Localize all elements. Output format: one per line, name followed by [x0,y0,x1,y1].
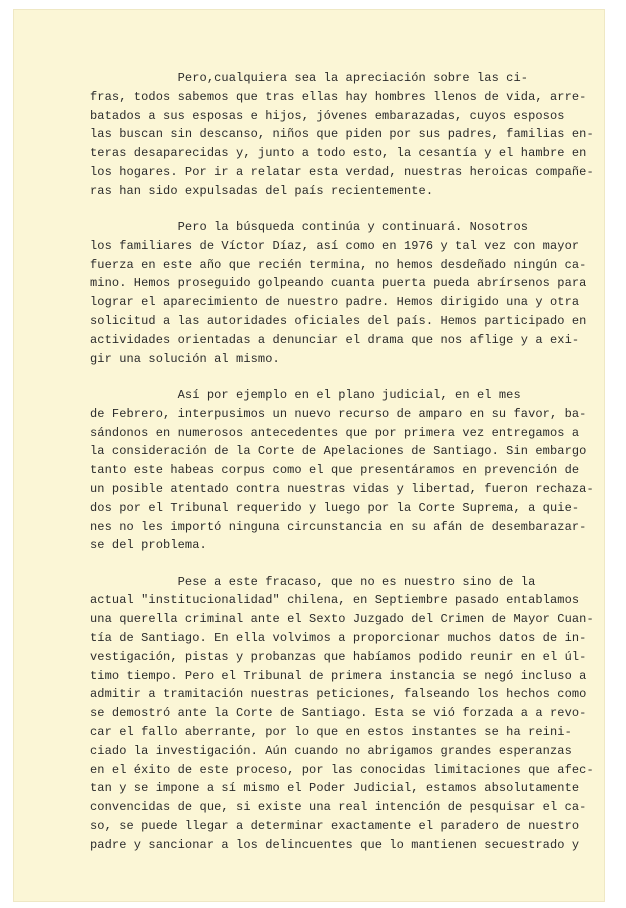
text-line: timo tiempo. Pero el Tribunal de primera instancia se negó incluso a [90,668,587,683]
typewritten-page [14,10,604,901]
text-line: tan y se impone a sí mismo el Poder Judicial, estamos absolutamente [90,781,580,796]
text-line: tía de Santiago. En ella volvimos a proporcionar muchos datos de in- [90,631,587,646]
paragraph-2 [90,218,600,368]
text-line: fuerza en este año que recién termina, no hemos desdeñado ningún ca- [90,257,587,272]
paragraph-1 [90,69,600,201]
text-line: convencidas de que, si existe una real intención de pesquisar el ca- [90,800,587,815]
text-line: tanto este habeas corpus como el que presentáramos en prevención de [90,463,580,478]
text-line: gir una solución al mismo. [90,351,280,366]
text-line: los familiares de Víctor Díaz, así como en 1976 y tal vez con mayor [90,238,580,253]
text-line: ciado la investigación. Aún cuando no abrigamos grandes esperanzas [90,743,572,758]
text-line: teras desaparecidas y, junto a todo esto, la cesantía y el hambre en [90,146,587,161]
text-line: un posible atentado contra nuestras vidas y libertad, fueron rechaza- [90,481,594,496]
text-line: los hogares. Por ir a relatar esta verdad, nuestras heroicas compañe- [90,164,594,179]
text-line: Así por ejemplo en el plano judicial, en el mes [90,387,521,402]
text-line: ras han sido expulsadas del país recientemente. [90,183,434,198]
text-line: batados a sus esposas e hijos, jóvenes embarazadas, cuyos esposos [90,108,565,123]
paragraph-4 [90,573,600,855]
text-line: de Febrero, interpusimos un nuevo recurso de amparo en su favor, ba- [90,406,587,421]
text-line: car el fallo aberrante, por lo que en estos instantes se ha reini- [90,725,572,739]
text-line: solicitud a las autoridades oficiales del país. Hemos participado en [90,314,587,329]
text-line: Pese a este fracaso, que no es nuestro sino de la [90,574,536,589]
text-line: actual "institucionalidad" chilena, en Septiembre pasado entablamos [90,593,580,608]
text-line: dos por el Tribunal requerido y luego por la Corte Suprema, a quie- [90,500,580,515]
text-line: se del problema. [90,538,207,553]
text-line: admitir a tramitación nuestras peticiones, falseando los hechos como [90,687,587,702]
paragraph-3 [90,386,600,555]
text-line: nes no les importó ninguna circunstancia en su afán de desembarazar- [90,519,587,534]
text-line: en el éxito de este proceso, por las conocidas limitaciones que afec- [90,762,594,777]
text-line: Pero,cualquiera sea la apreciación sobre las ci- [90,71,529,85]
text-line: una querella criminal ante el Sexto Juzgado del Crimen de Mayor Cuan- [90,612,594,627]
text-line: padre y sancionar a los delincuentes que lo mantienen secuestrado y [90,837,580,852]
text-line: so, se puede llegar a determinar exactamente el paradero de nuestro [90,818,580,833]
document-body [90,69,600,855]
text-line: la consideración de la Corte de Apelaciones de Santiago. Sin embargo [90,444,587,459]
text-line: actividades orientadas a denunciar el drama que nos aflige y a exi- [90,332,580,347]
text-line: sándonos en numerosos antecedentes que por primera vez entregamos a [90,425,580,440]
text-line: lograr el aparecimiento de nuestro padre. Hemos dirigido una y otra [90,295,580,310]
text-line: vestigación, pistas y probanzas que habíamos podido reunir en el úl- [90,649,587,664]
text-line: fras, todos sabemos que tras ellas hay hombres llenos de vida, arre- [90,89,587,104]
text-line: Pero la búsqueda continúa y continuará. Nosotros [90,220,529,235]
text-line: las buscan sin descanso, niños que piden por sus padres, familias en- [90,127,594,142]
text-line: mino. Hemos proseguido golpeando cuanta puerta pueda abrírsenos para [90,276,587,291]
text-line: se demostró ante la Corte de Santiago. Esta se vió forzada a a revo- [90,706,587,721]
